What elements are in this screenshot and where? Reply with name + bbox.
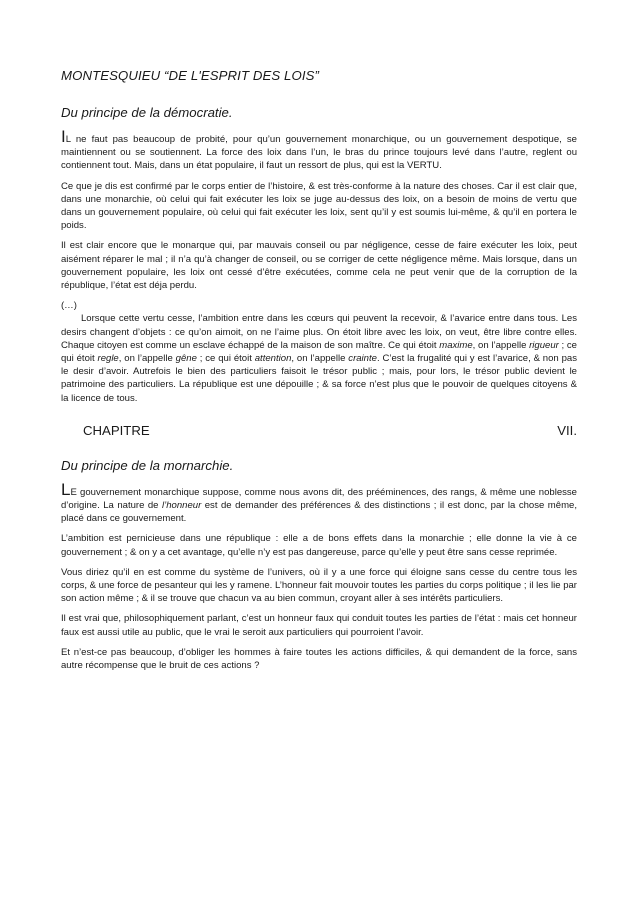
italic-term: rigueur	[529, 339, 559, 351]
section-heading-monarchie: Du principe de la mornarchie.	[61, 457, 234, 473]
paragraph: L’ambition est pernicieuse dans une république : elle a de bons effets dans la monarchie ; elle donne la vie à ce gouvernement ; & on y a cet avantage, qu’elle n’y est pas dangereuse, parce qu’elle y peut être sans cesse reprimée.	[61, 533, 577, 558]
text-run: gouvernement monarchique suppose, comme nous avons dit, des prééminences, des rangs, & même une noblesse d’origine. La nature de	[61, 486, 577, 512]
italic-term: gêne	[175, 353, 197, 365]
drop-cap: L	[61, 479, 71, 499]
ellipsis: (…)	[61, 300, 77, 312]
drop-cap-rest: L	[65, 134, 71, 145]
chapter-number: VII.	[557, 422, 577, 438]
italic-term: l’honneur	[161, 500, 202, 512]
drop-cap: I	[61, 127, 66, 146]
text-run: , on l’appelle	[472, 339, 530, 351]
text-run: ; ce qui étoit	[196, 353, 255, 365]
italic-term: attention	[254, 353, 292, 365]
paragraph: Vous diriez qu’il en est comme du système de l’univers, où il y a une force qui éloigne sans cesse du centre tous les corps, & une force de pesanteur qui les y ramene. L’honneur fait mouvoir toutes les parties du corps politique ; il les lie par son action même ; & il se trouve que chacun va au bien commun, croyant aller à ses intérêts particuliers.	[61, 566, 577, 605]
chapter-label: CHAPITRE	[83, 422, 150, 438]
text-run: , on l’appelle	[291, 353, 349, 365]
italic-term: crainte	[348, 353, 377, 365]
text-run: . C’est la frugalité qui y est l’avarice, & non pas le desir d’avoir. Autrefois le bien des particuliers faisoit le trésor public ; mais, pour lors, le trésor public devient le patrimoine des particuliers. La république est une dépouille ; & sa force n’est plus que le pouvoir de quelques citoyens & la licence de tous.	[61, 353, 577, 404]
paragraph-text: ne faut pas beaucoup de probité, pour qu’un gouvernement monarchique, ou un gouvernement despotique, se maintiennent ou se soutiennent. La force des loix dans l’un, le bras du prince toujours levé dans l’autre, reglent ou contiennent tout. Mais, dans un état populaire, il faut un ressort de plus, qui est la VERTU.	[61, 134, 577, 172]
paragraph	[61, 479, 577, 526]
italic-term: regle	[97, 353, 119, 365]
drop-cap-rest: E	[70, 486, 77, 498]
paragraph: Ce que je dis est confirmé par le corps entier de l’histoire, & est très-conforme à la nature des choses. Car il est clair que, dans une monarchie, où celui qui fait exécuter les loix se juge au-dessus des loix, on a besoin de moins de vertu que dans un gouvernement populaire, où celui qui fait exécuter les loix, sent qu’il y est soumis lui-même, & qu’il en portera le poids.	[61, 180, 577, 232]
italic-term: maxime	[439, 339, 473, 351]
paragraph: Et n’est-ce pas beaucoup, d’obliger les hommes à faire toutes les actions difficiles, & qui demandent de la force, sans autre récompense que le bruit de ces actions ?	[61, 646, 577, 672]
paragraph: Il est vrai que, philosophiquement parlant, c’est un honneur faux qui conduit toutes les parties de l’état : mais cet honneur faux est aussi utile au public, que le vrai le seroit aux particuliers qui pourroient l’avoir.	[61, 613, 577, 638]
paragraph	[61, 312, 577, 404]
document-title: MONTESQUIEU “DE L'ESPRIT DES LOIS”	[61, 68, 319, 83]
chapter-heading	[61, 423, 577, 438]
paragraph: Il est clair encore que le monarque qui, par mauvais conseil ou par négligence, cesse de faire exécuter les loix, peut aisément réparer le mal ; il n’a qu’à changer de conseil, ou se corriger de cette négligence même. Mais lorsque, dans un gouvernement populaire, les loix ont cessé d’être exécutées, comme cela ne peut venir que de la corruption de la république, l’état est déja perdu.	[61, 240, 577, 292]
text-run: Lorsque cette vertu cesse, l’ambition entre dans les cœurs qui peuvent la recevoir, & l’avarice entre dans tous. Les desirs changent d’objets : ce qu’on aimoit, on ne l’aime plus. On étoit libre avec les loix, on veut, être libre contre elles. Chaque citoyen est comme un esclave échappé de la maison de son maître. Ce qui étoit	[61, 313, 577, 351]
text-run: est de demander des préférences & des distinctions ; il est donc, par la chose même, placé dans ce gouvernement.	[61, 500, 577, 525]
text-run: ; ce qui étoit	[61, 339, 577, 365]
section-heading-democratie: Du principe de la démocratie.	[61, 105, 233, 120]
text-run: , on l’appelle	[118, 353, 176, 365]
paragraph	[61, 127, 577, 173]
document-page	[61, 68, 577, 679]
